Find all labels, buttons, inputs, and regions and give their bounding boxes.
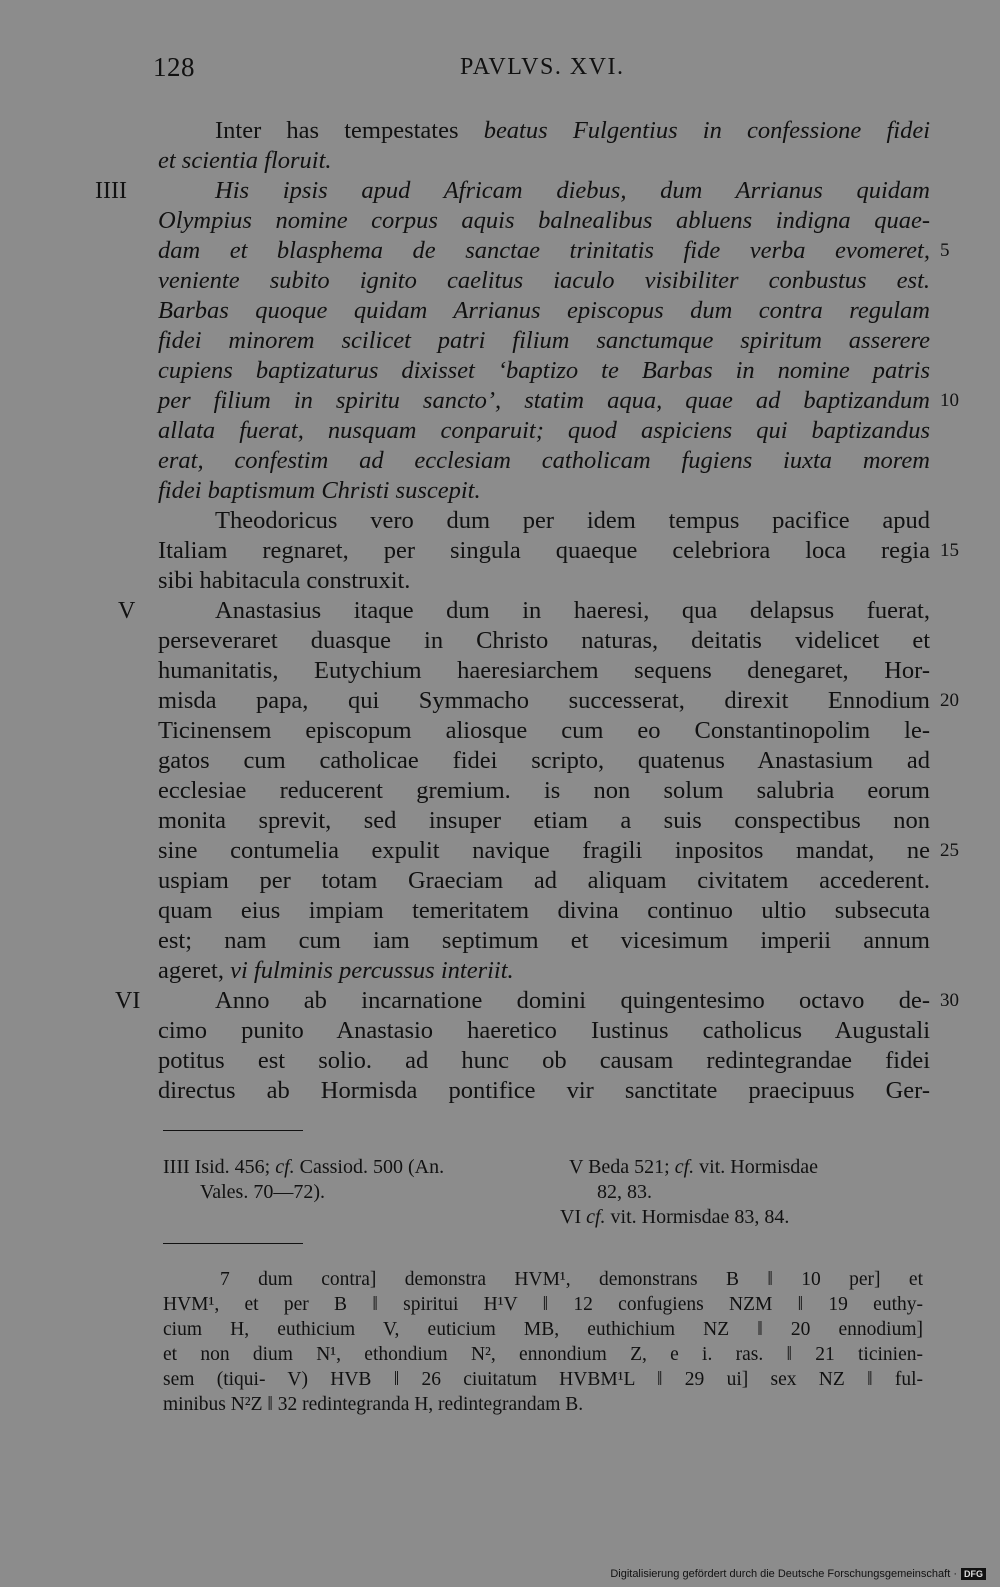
line-number: 20: [940, 690, 959, 711]
text-line: dam et blasphema de sanctae trinitatis fide verba evomeret,: [158, 237, 930, 264]
text-line: potitus est solio. ad hunc ob causam redintegrandae fidei: [158, 1047, 930, 1074]
line-number: 10: [940, 390, 959, 411]
apparatus-line: cium H, euthicium V, euticium MB, euthichium NZ ‖ 20 ennodium]: [163, 1319, 923, 1340]
apparatus-line: HVM¹, et per B ‖ spiritui H¹V ‖ 12 confugiens NZM ‖ 19 euthy-: [163, 1294, 923, 1315]
apparatus-rule: [163, 1243, 303, 1244]
text-line: humanitatis, Eutychium haeresiarchem sequens denegaret, Hor-: [158, 657, 930, 684]
text-line: His ipsis apud Africam diebus, dum Arrianus quidam: [215, 177, 930, 204]
line-number: 5: [940, 240, 950, 261]
dfg-logo: DFG: [961, 1568, 986, 1580]
text-line: allata fuerat, nusquam conparuit; quod aspiciens qui baptizandus: [158, 417, 930, 444]
apparatus-line: minibus N²Z ‖ 32 redintegranda H, redintegrandam B.: [163, 1394, 584, 1415]
text-line: Anno ab incarnatione domini quingentesimo octavo de-: [215, 987, 930, 1014]
text-line: quam eius impiam temeritatem divina continuo ultio subsecuta: [158, 897, 930, 924]
digitization-credit: [610, 1568, 986, 1580]
apparatus-line: et non dium N¹, ethondium N², ennondium Z, e i. ras. ‖ 21 ticinien-: [163, 1344, 923, 1365]
text-line: monita sprevit, sed insuper etiam a suis conspectibus non: [158, 807, 930, 834]
source-note: 82, 83.: [597, 1181, 652, 1203]
text-line: cimo punito Anastasio haeretico Iustinus catholicus Augustali: [158, 1017, 930, 1044]
text-line: misda papa, qui Symmacho successerat, direxit Ennodium: [158, 687, 930, 714]
source-note: Vales. 70—72).: [200, 1181, 325, 1203]
text-line: uspiam per totam Graeciam ad aliquam civitatem accederent.: [158, 867, 930, 894]
text-line: erat, confestim ad ecclesiam catholicam fugiens iuxta morem: [158, 447, 930, 474]
text-line: Inter has tempestates beatus Fulgentius in confessione fidei: [215, 117, 930, 144]
source-note: V Beda 521; cf. vit. Hormisdae: [569, 1156, 819, 1178]
text-line: gatos cum catholicae fidei scripto, quatenus Anastasium ad: [158, 747, 930, 774]
text-line: ageret, vi fulminis percussus interiit.: [158, 957, 514, 984]
text-line: Anastasius itaque dum in haeresi, qua delapsus fuerat,: [215, 597, 930, 624]
text-line: Theodoricus vero dum per idem tempus pacifice apud: [215, 507, 930, 534]
text-line: Ticinensem episcopum aliosque cum eo Constantinopolim le-: [158, 717, 930, 744]
line-number: 25: [940, 840, 959, 861]
text-line: per filium in spiritu sancto’, statim aqua, quae ad baptizandum: [158, 387, 930, 414]
source-note: VI cf. vit. Hormisdae 83, 84.: [560, 1206, 790, 1228]
line-number: 30: [940, 990, 959, 1011]
page-number: 128: [153, 52, 195, 82]
text-line: sibi habitacula construxit.: [158, 567, 411, 594]
section-mark-v: V: [118, 598, 136, 624]
credit-text: Digitalisierung gefördert durch die Deutsche Forschungsgemeinschaft ·: [610, 1568, 957, 1580]
text-line: Olympius nomine corpus aquis balnealibus abluens indigna quae-: [158, 207, 930, 234]
text-line: est; nam cum iam septimum et vicesimum imperii annum: [158, 927, 930, 954]
line-number: 15: [940, 540, 959, 561]
text-line: Italiam regnaret, per singula quaeque celebriora loca regia: [158, 537, 930, 564]
text-line: directus ab Hormisda pontifice vir sanctitate praecipuus Ger-: [158, 1077, 930, 1104]
apparatus-line: 7 dum contra] demonstra HVM¹, demonstrans B ‖ 10 per] et: [220, 1269, 923, 1290]
apparatus-line: sem (tiqui- V) HVB ‖ 26 ciuitatum HVBM¹L ‖ 29 ui] sex NZ ‖ ful-: [163, 1369, 923, 1390]
text-line: fidei baptismum Christi suscepit.: [158, 477, 481, 504]
text-line: sine contumelia expulit navique fragili inpositos mandat, ne: [158, 837, 930, 864]
running-title: PAVLVS. XVI.: [460, 54, 625, 80]
text-line: cupiens baptizaturus dixisset ‘baptizo te Barbas in nomine patris: [158, 357, 930, 384]
text-line: perseveraret duasque in Christo naturas, deitatis videlicet et: [158, 627, 930, 654]
section-mark-iiii: IIII: [95, 178, 127, 204]
text-line: veniente subito ignito caelitus iaculo visibiliter conbustus est.: [158, 267, 930, 294]
text-line: ecclesiae reducerent gremium. is non solum salubria eorum: [158, 777, 930, 804]
sources-rule: [163, 1130, 303, 1131]
text-line: et scientia floruit.: [158, 147, 332, 174]
text-line: Barbas quoque quidam Arrianus episcopus dum contra regulam: [158, 297, 930, 324]
text-line: fidei minorem scilicet patri filium sanctumque spiritum asserere: [158, 327, 930, 354]
source-note: IIII Isid. 456; cf. Cassiod. 500 (An.: [163, 1156, 445, 1178]
section-mark-vi: VI: [115, 988, 141, 1014]
